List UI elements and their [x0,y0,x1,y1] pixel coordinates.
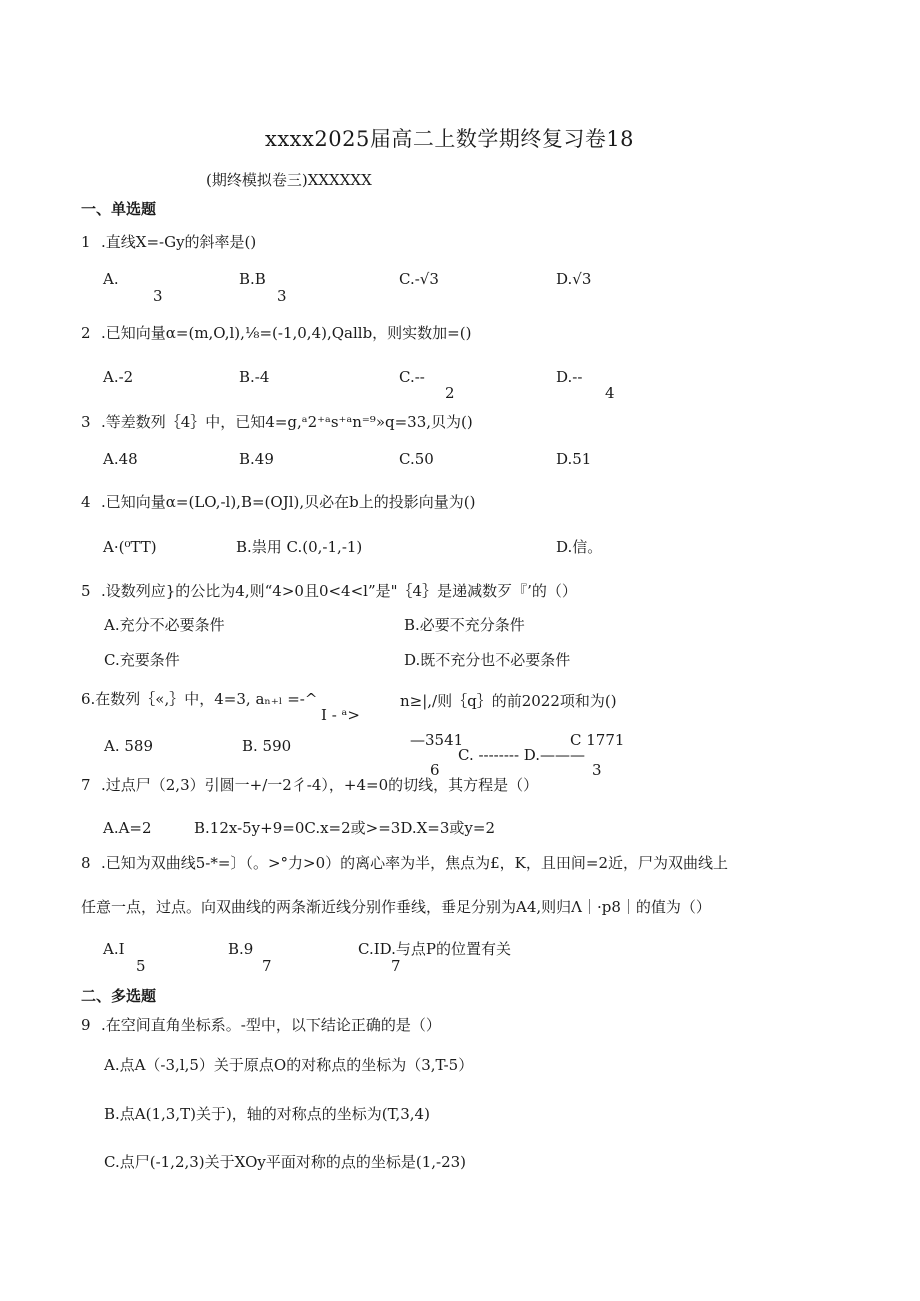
question-stem: .已知向量α=(LO,-l),B=(OJl),贝必在b上的投影向量为() [101,493,476,511]
option-c: C.充要条件 [104,651,180,669]
option-c: C.-- [399,368,425,386]
option-b: B. 590 [242,737,292,755]
option-d-numerator: C 1771 [570,731,625,749]
option-d: D.51 [556,450,592,468]
option-c-d: C. -------- D.——— [458,746,586,764]
question-number: 9 [81,1016,91,1034]
question-number: 5 [81,582,91,600]
option-a-denominator: 3 [153,287,163,305]
option-b-denominator: 7 [262,957,272,975]
option-b-c: B.祟用 C.(0,-1,-1) [236,538,363,556]
question-stem: .直线X=-Gy的斜率是() [101,233,257,251]
question-stem: .已知向量α=(m,O,l),⅛=(-1,0,4),Qallb，则实数加=() [101,324,472,342]
option-a: A.-2 [103,368,134,386]
section-heading-multiple-choice: 二、多选题 [81,987,157,1005]
option-a: A.充分不必要条件 [104,616,225,634]
option-a: A.I [103,940,125,958]
option-a: A.A=2 [103,819,152,837]
option-d: D.-- [556,368,583,386]
question-stem-tail: n≥|,/则｛q｝的前2022项和为() [400,692,617,710]
option-d-denominator: 3 [592,761,602,779]
question-stem: .设数列应}的公比为4,则“4>0且0<4<l”是"｛4｝是递减数歹『’的（） [101,582,577,600]
question-stem: 6.在数列｛«,｝中，4=3, aₙ₊ₗ =-^ [81,690,318,708]
option-c: C.点尸(-1,2,3)关于XOy平面对称的点的坐标是(1,-23) [104,1153,467,1171]
option-b: B.点A(1,3,T)关于)，轴的对称点的坐标为(T,3,4) [104,1105,430,1123]
option-a-denominator: 5 [136,957,146,975]
option-c-denominator: 6 [430,761,440,779]
question-number: 4 [81,493,91,511]
question-number: 1 [81,233,91,251]
option-d: D.既不充分也不必要条件 [404,651,571,669]
option-b-denominator: 3 [277,287,287,305]
option-a: A.48 [103,450,138,468]
option-c-numerator: —3541 [410,731,464,749]
question-stem: .等差数列｛4｝中，已知4=g,ᵃ2⁺ᵃs⁺ᵃn⁼⁹»q=33,贝为() [101,413,473,431]
option-a: A. 589 [104,737,153,755]
question-number: 8 [81,854,91,872]
option-b: B.-4 [239,368,270,386]
option-c: C.-√3 [399,270,439,288]
option-b: B.9 [228,940,254,958]
option-a: A·(⁰TT) [103,538,157,556]
option-b: B.B [239,270,266,288]
question-stem: .在空间直角坐标系。-型中，以下结论正确的是（） [101,1016,441,1034]
option-c-d: C.ID.与点P的位置有关 [358,940,511,958]
option-b: B.必要不充分条件 [404,616,525,634]
question-stem: .已知为双曲线5-*=〕（。>°力>0）的离心率为半，焦点为£，K，且田间=2近，尸为双曲线上 [101,854,728,872]
question-stem-line2: 任意一点，过点。向双曲线的两条渐近线分别作垂线，垂足分别为A4,则归Λ｜·p8｜的值为（） [81,898,711,916]
question-number: 3 [81,413,91,431]
options-b-c-d: B.12x-5y+9=0C.x=2或>=3D.X=3或y=2 [194,819,495,837]
option-a: A. [103,270,119,288]
option-c: C.50 [399,450,434,468]
option-c-denominator: 7 [391,957,401,975]
option-d: D.√3 [556,270,592,288]
option-a: A.点A（-3,l,5）关于原点O的对称点的坐标为（3,T-5） [104,1056,474,1074]
page-subtitle: (期终模拟卷三)XXXXXX [206,171,372,189]
question-number: 2 [81,324,91,342]
option-b: B.49 [239,450,274,468]
fraction-denominator: I - ᵃ> [321,706,360,724]
option-d: D.信。 [556,538,603,556]
option-d-denominator: 4 [605,384,615,402]
section-heading-single-choice: 一、单选题 [81,200,157,218]
option-c-denominator: 2 [445,384,455,402]
question-number: 7 [81,776,91,794]
question-stem: .过点尸（2,3）引圆一+/一2彳-4），+4=0的切线，其方程是（） [101,776,539,794]
page-title: xxxx2025届高二上数学期终复习卷18 [265,127,635,151]
